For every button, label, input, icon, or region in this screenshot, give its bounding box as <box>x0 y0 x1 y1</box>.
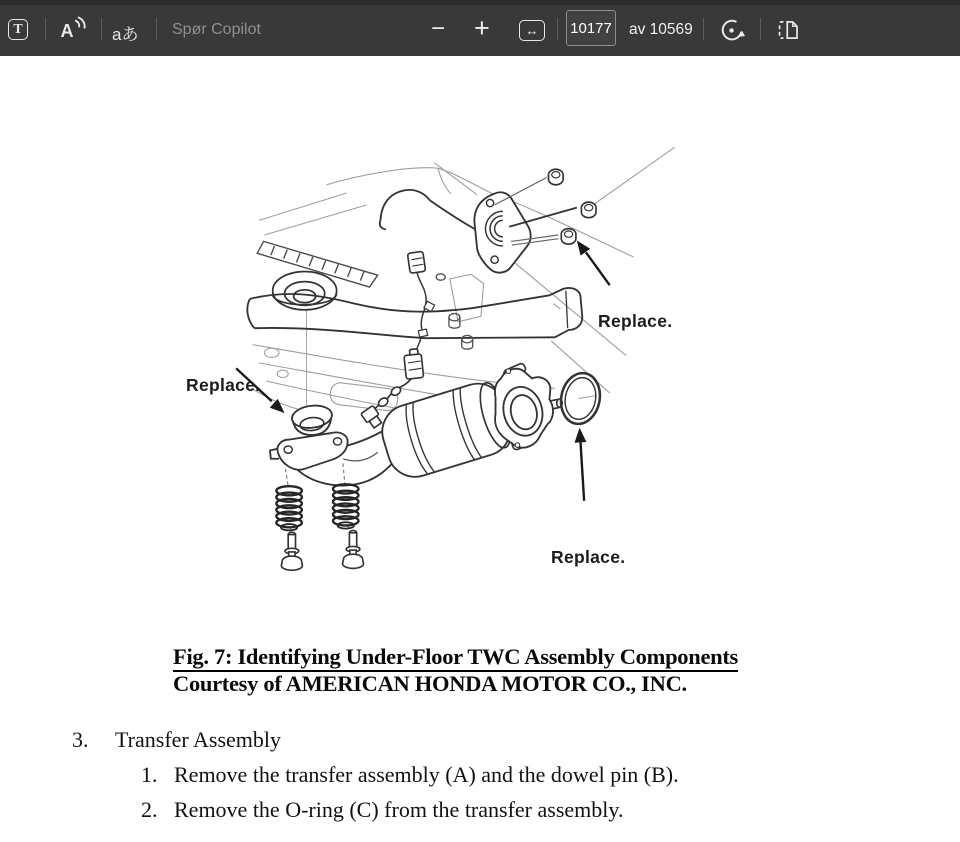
figure-caption-courtesy: Courtesy of AMERICAN HONDA MOTOR CO., INC. <box>173 671 687 696</box>
pdf-page[interactable] <box>0 56 960 842</box>
toolbar-divider <box>156 18 157 40</box>
step-number: 1. <box>141 762 158 787</box>
figure-caption-title: Fig. 7: Identifying Under-Floor TWC Assembly Components <box>173 644 738 672</box>
fit-to-width-icon[interactable]: ↔ <box>519 20 545 41</box>
page-number-input[interactable] <box>566 10 616 46</box>
page-total-label: av 10569 <box>629 21 693 38</box>
flange-bolt-left <box>281 532 302 570</box>
mounting-plate <box>474 192 530 272</box>
toolbar-divider <box>557 18 558 40</box>
toolbar-divider <box>760 18 761 40</box>
procedure-title: Transfer Assembly <box>115 727 282 752</box>
exhaust-spring-left <box>276 486 302 530</box>
text-selection-icon[interactable]: T <box>8 19 28 40</box>
procedure-number: 3. <box>72 727 89 752</box>
rotate-icon[interactable] <box>718 16 746 44</box>
toolbar-divider <box>703 18 704 40</box>
step-number: 2. <box>141 797 158 822</box>
zoom-in-button[interactable]: + <box>474 13 490 43</box>
ask-copilot-button[interactable]: Spør Copilot <box>172 21 261 38</box>
replace-label-bottom-right: Replace. <box>551 547 626 567</box>
oxygen-sensor <box>361 405 384 429</box>
mount-dome <box>273 272 337 310</box>
read-aloud-icon[interactable] <box>59 16 89 43</box>
figure-caption <box>173 643 738 697</box>
downpipe-flange <box>270 428 400 486</box>
read-aloud-letter: A <box>60 20 74 41</box>
gasket-ring <box>291 403 334 435</box>
pdf-toolbar <box>0 0 960 56</box>
toolbar-divider <box>101 18 102 40</box>
zoom-out-button[interactable]: − <box>431 15 446 42</box>
replace-label-top-right: Replace. <box>598 311 673 331</box>
page-view-icon[interactable] <box>774 17 802 43</box>
flange-bolt-right <box>343 530 364 568</box>
twc-assembly-diagram <box>0 56 960 646</box>
exhaust-spring-right <box>333 484 359 528</box>
outlet-flange <box>495 362 562 450</box>
toolbar-divider <box>45 18 46 40</box>
step-text: Remove the O-ring (C) from the transfer assembly. <box>174 797 624 822</box>
step-text: Remove the transfer assembly (A) and the dowel pin (B). <box>174 762 679 787</box>
translate-icon[interactable]: aあ <box>112 25 139 44</box>
replace-label-left: Replace. <box>186 375 261 395</box>
